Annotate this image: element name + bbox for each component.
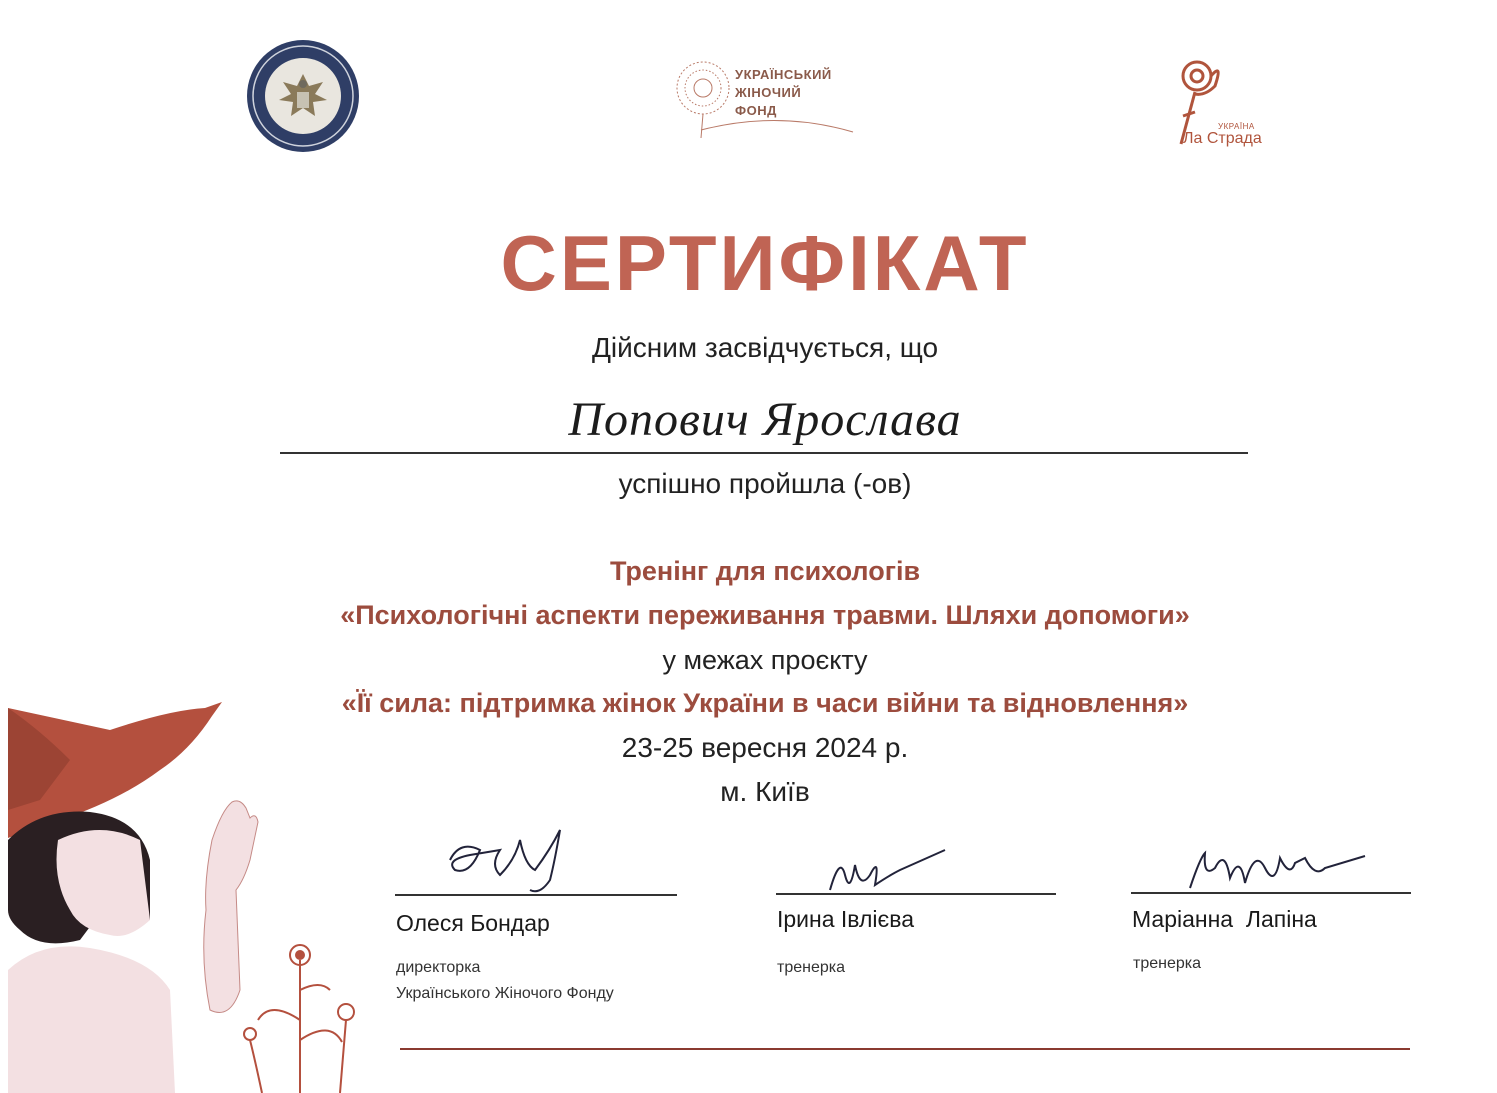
signature-line-lapina (1131, 892, 1411, 894)
signatory-role-ivlieva (777, 955, 845, 981)
recipient-underline (280, 452, 1248, 454)
passed-text: успішно пройшла (-ов) (618, 468, 912, 499)
signatory-role-bondar (396, 955, 614, 1007)
certificate-title: СЕРТИФІКАТ (500, 219, 1030, 307)
project-intro: у межах проєкту (662, 645, 868, 675)
signatory-name-lapina: Маріанна Лапіна (1132, 906, 1317, 932)
role-line: тренерка (1133, 955, 1202, 972)
project-name: «Її сила: підтримка жінок України в часи війни та відновлення» (341, 688, 1189, 718)
la-strada-name: Ла Страда (1183, 130, 1262, 147)
ukrainian-womens-fund-wordmark: УКРАЇНСЬКИЙ ЖІНОЧИЙ ФОНД (735, 67, 832, 118)
role-line: директорка (396, 959, 481, 976)
signature-lapina (1185, 838, 1370, 898)
signature-line-bondar (395, 894, 677, 896)
la-strada-country: УКРАЇНА (1218, 122, 1255, 131)
training-dates: 23-25 вересня 2024 р. (621, 732, 909, 763)
training-city: м. Київ (720, 776, 810, 807)
signatory-role-lapina (1133, 951, 1201, 977)
training-name: «Психологічні аспекти переживання травми. Шляхи допомоги» (340, 600, 1190, 630)
woman-with-dove-illustration (0, 690, 400, 1093)
signatory-name-ivlieva: Ірина Івлієва (777, 906, 915, 932)
department-of-state-seal (245, 38, 361, 154)
signatory-name-bondar: Олеся Бондар (396, 910, 550, 936)
signature-ivlieva (820, 845, 950, 900)
bottom-rule (400, 1048, 1410, 1050)
role-line: тренерка (777, 959, 846, 976)
recipient-name: Попович Ярослава (568, 393, 962, 446)
signature-bondar (440, 820, 580, 900)
signature-line-ivlieva (776, 893, 1056, 895)
certificate-intro: Дійсним засвідчується, що (591, 332, 939, 363)
role-line: Українського Жіночого Фонду (396, 985, 614, 1002)
training-title: Тренінг для психологів (609, 556, 921, 586)
